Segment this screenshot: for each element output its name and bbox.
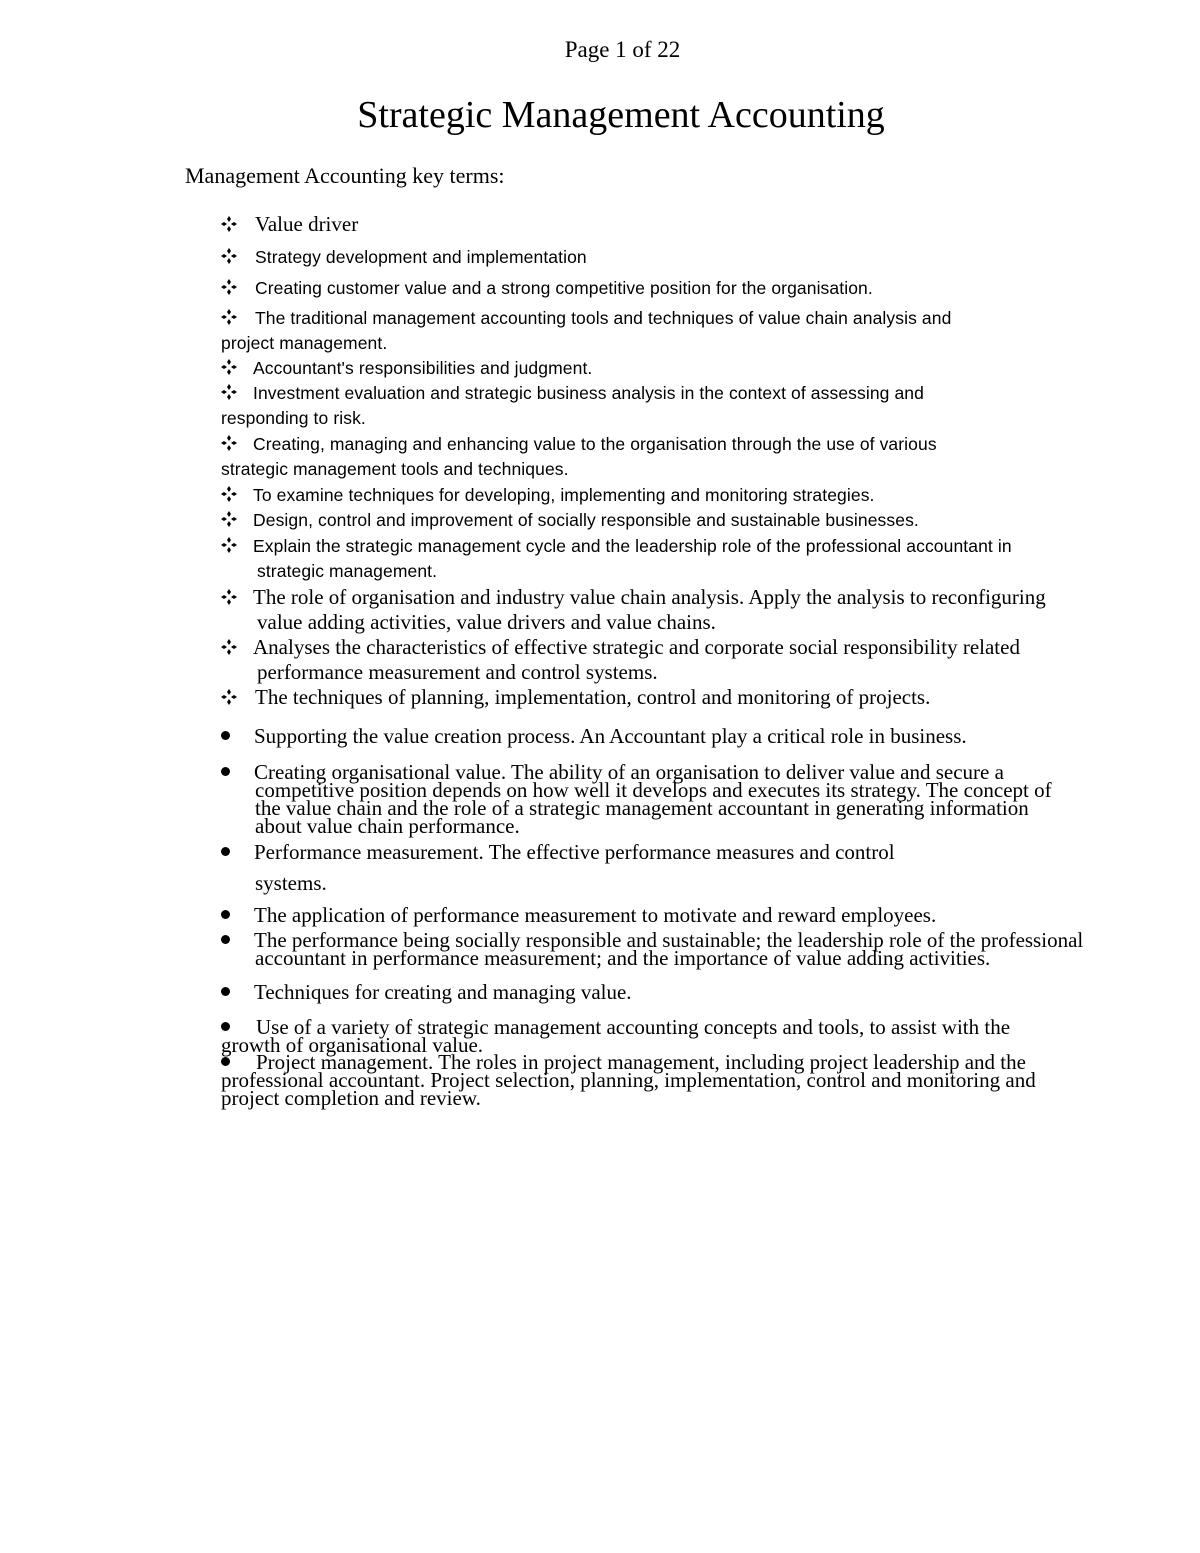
diamond-bullet-icon	[221, 279, 237, 295]
bullet-icon	[221, 767, 230, 776]
list-item: Creating customer value and a strong competitive position for the organisation.	[221, 276, 873, 301]
diamond-bullet-icon	[221, 248, 237, 264]
section-heading: Management Accounting key terms:	[185, 163, 505, 188]
list-item: Techniques for creating and managing value.	[221, 980, 632, 1005]
diamond-bullet-icon	[221, 216, 237, 232]
bullet-icon	[221, 987, 230, 996]
list-item-continuation: responding to risk.	[221, 408, 366, 428]
list-item-continuation: project management.	[221, 333, 388, 353]
page-number: Page 1 of 22	[564, 37, 681, 62]
list-item: Creating organisational value. The ability of an organisation to deliver value and secure a competitive position depends on how well it develops and executes its strategy. The concept of the value chain and the role of a strategic management accountant in generating information about value chain performance.	[221, 763, 1065, 835]
list-item: The role of organisation and industry value chain analysis. Apply the analysis to reconfiguring value adding activities, value drivers and value chains.	[221, 585, 1087, 635]
diamond-bullet-icon	[221, 384, 237, 400]
diamond-bullet-icon	[221, 309, 237, 325]
document-title: Strategic Management Accounting	[357, 94, 885, 136]
diamond-bullet-icon	[221, 511, 237, 527]
diamond-bullet-icon	[221, 639, 237, 655]
bullet-icon	[221, 1022, 230, 1031]
list-item: Investment evaluation and strategic business analysis in the context of assessing and	[221, 381, 924, 406]
diamond-bullet-icon	[221, 537, 237, 553]
bullet-icon	[221, 847, 230, 856]
bullet-icon	[221, 731, 230, 740]
list-item: Explain the strategic management cycle and the leadership role of the professional accountant in strategic management.	[221, 534, 1057, 584]
list-item: Use of a variety of strategic management accounting concepts and tools, to assist with the growth of organisational value.	[221, 1015, 1011, 1057]
diamond-bullet-icon	[221, 689, 237, 705]
list-item: The performance being socially responsible and sustainable; the leadership role of the professional accountant in performance measurement; and the importance of value adding activities.	[221, 931, 1095, 967]
list-item: Strategy development and implementation	[221, 245, 587, 270]
bullet-icon	[221, 910, 230, 919]
list-item: The application of performance measurement to motivate and reward employees.	[221, 903, 936, 928]
list-item-continuation: systems.	[255, 871, 327, 895]
list-item-continuation: strategic management tools and techniques.	[221, 459, 569, 479]
list-item: Supporting the value creation process. An Accountant play a critical role in business.	[221, 724, 967, 749]
diamond-bullet-icon	[221, 486, 237, 502]
bullet-icon	[221, 935, 230, 944]
list-item: Creating, managing and enhancing value to the organisation through the use of various	[221, 432, 937, 457]
list-item: To examine techniques for developing, implementing and monitoring strategies.	[221, 483, 875, 508]
list-item: The traditional management accounting tools and techniques of value chain analysis and	[221, 306, 951, 331]
list-item: Value driver	[221, 212, 358, 237]
list-item: Design, control and improvement of socially responsible and sustainable businesses.	[221, 508, 919, 533]
list-item: The techniques of planning, implementation, control and monitoring of projects.	[221, 685, 1117, 710]
bullet-icon	[221, 1057, 230, 1066]
diamond-bullet-icon	[221, 359, 237, 375]
list-item: Performance measurement. The effective performance measures and control	[221, 840, 895, 865]
diamond-bullet-icon	[221, 435, 237, 451]
list-item: Project management. The roles in project management, including project leadership and the professional accountant. Project selection, planning, implementation, control and monitoring and project completion and review.	[221, 1050, 1036, 1110]
list-item: Analyses the characteristics of effective strategic and corporate social responsibility related performance measurement and control systems.	[221, 635, 1047, 685]
diamond-bullet-icon	[221, 589, 237, 605]
list-item: Accountant's responsibilities and judgment.	[221, 356, 592, 381]
